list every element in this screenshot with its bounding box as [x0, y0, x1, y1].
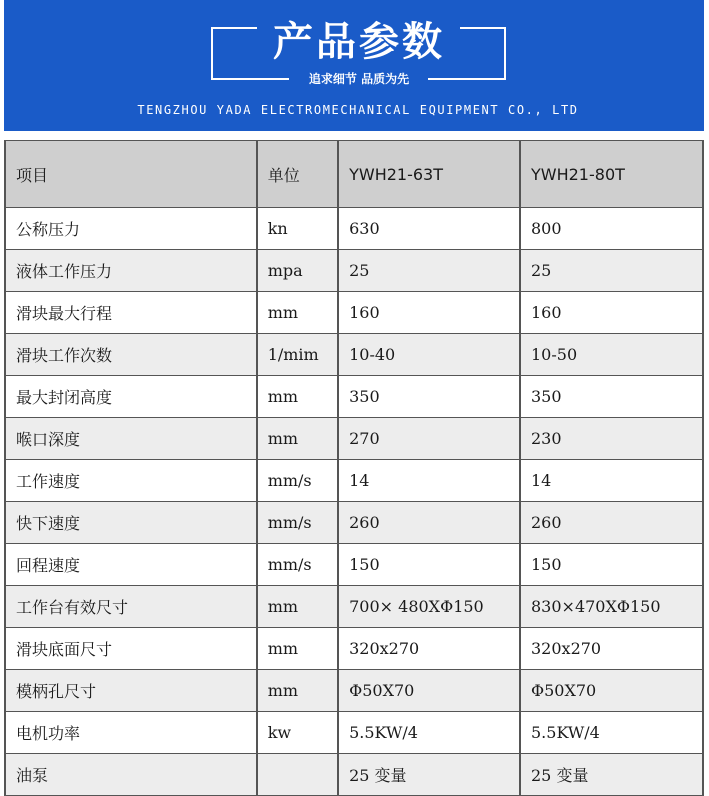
cell-unit: mm [257, 418, 338, 460]
cell-value-80t: 150 [520, 544, 703, 586]
cell-item: 回程速度 [5, 544, 257, 586]
cell-unit: mm [257, 586, 338, 628]
table-row [5, 502, 703, 544]
spec-table [4, 140, 704, 796]
cell-item: 滑块工作次数 [5, 334, 257, 376]
cell-unit [257, 754, 338, 796]
header-model-63t: YWH21-63T [338, 141, 520, 208]
frame-line-right [428, 78, 506, 80]
cell-value-63t: 14 [338, 460, 520, 502]
table-row [5, 544, 703, 586]
table-row [5, 292, 703, 334]
cell-item: 工作台有效尺寸 [5, 586, 257, 628]
table-row [5, 586, 703, 628]
cell-unit: mm [257, 670, 338, 712]
cell-value-63t: 270 [338, 418, 520, 460]
table-row [5, 334, 703, 376]
cell-item: 油泵 [5, 754, 257, 796]
cell-item: 工作速度 [5, 460, 257, 502]
cell-unit: mm/s [257, 460, 338, 502]
cell-unit: kn [257, 208, 338, 250]
cell-unit: 1/mim [257, 334, 338, 376]
cell-value-63t: 5.5KW/4 [338, 712, 520, 754]
header-item: 项目 [5, 141, 257, 208]
cell-value-63t: 700× 480XΦ150 [338, 586, 520, 628]
table-row [5, 670, 703, 712]
cell-value-80t: 5.5KW/4 [520, 712, 703, 754]
cell-unit: mm [257, 292, 338, 334]
cell-value-80t: 25 [520, 250, 703, 292]
cell-item: 液体工作压力 [5, 250, 257, 292]
table-row [5, 376, 703, 418]
cell-unit: mm [257, 376, 338, 418]
cell-value-80t: 14 [520, 460, 703, 502]
cell-value-63t: 160 [338, 292, 520, 334]
cell-item: 快下速度 [5, 502, 257, 544]
cell-value-80t: 350 [520, 376, 703, 418]
cell-value-63t: 630 [338, 208, 520, 250]
table-row [5, 628, 703, 670]
table-row [5, 208, 703, 250]
cell-value-63t: 25 变量 [338, 754, 520, 796]
cell-unit: mm [257, 628, 338, 670]
cell-value-80t: 260 [520, 502, 703, 544]
cell-value-63t: 10-40 [338, 334, 520, 376]
cell-item: 公称压力 [5, 208, 257, 250]
header-banner [4, 0, 704, 131]
cell-value-80t: Φ50X70 [520, 670, 703, 712]
table-row [5, 754, 703, 796]
cell-item: 滑块最大行程 [5, 292, 257, 334]
cell-value-63t: 320x270 [338, 628, 520, 670]
cell-value-80t: 10-50 [520, 334, 703, 376]
cell-value-63t: 150 [338, 544, 520, 586]
table-header-row [5, 141, 703, 208]
cell-item: 最大封闭高度 [5, 376, 257, 418]
cell-value-80t: 160 [520, 292, 703, 334]
cell-unit: mm/s [257, 502, 338, 544]
cell-item: 喉口深度 [5, 418, 257, 460]
cell-value-63t: 260 [338, 502, 520, 544]
frame-line-left [211, 78, 289, 80]
cell-unit: mm/s [257, 544, 338, 586]
table-row [5, 460, 703, 502]
header-model-80t: YWH21-80T [520, 141, 703, 208]
cell-unit: mpa [257, 250, 338, 292]
cell-value-80t: 830×470XΦ150 [520, 586, 703, 628]
table-row [5, 418, 703, 460]
table-row [5, 250, 703, 292]
cell-value-63t: 25 [338, 250, 520, 292]
header-unit: 单位 [257, 141, 338, 208]
cell-item: 模柄孔尺寸 [5, 670, 257, 712]
cell-value-80t: 25 变量 [520, 754, 703, 796]
cell-value-80t: 320x270 [520, 628, 703, 670]
cell-value-63t: Φ50X70 [338, 670, 520, 712]
cell-value-80t: 800 [520, 208, 703, 250]
cell-item: 电机功率 [5, 712, 257, 754]
cell-item: 滑块底面尺寸 [5, 628, 257, 670]
spec-table-body [5, 141, 703, 796]
cell-unit: kw [257, 712, 338, 754]
cell-value-63t: 350 [338, 376, 520, 418]
cell-value-80t: 230 [520, 418, 703, 460]
page-title: 产品参数 [273, 19, 445, 65]
page-subtitle: 追求细节 品质为先 [308, 72, 410, 86]
company-name: TENGZHOU YADA ELECTROMECHANICAL EQUIPMENT CO., LTD [137, 103, 579, 117]
table-row [5, 712, 703, 754]
